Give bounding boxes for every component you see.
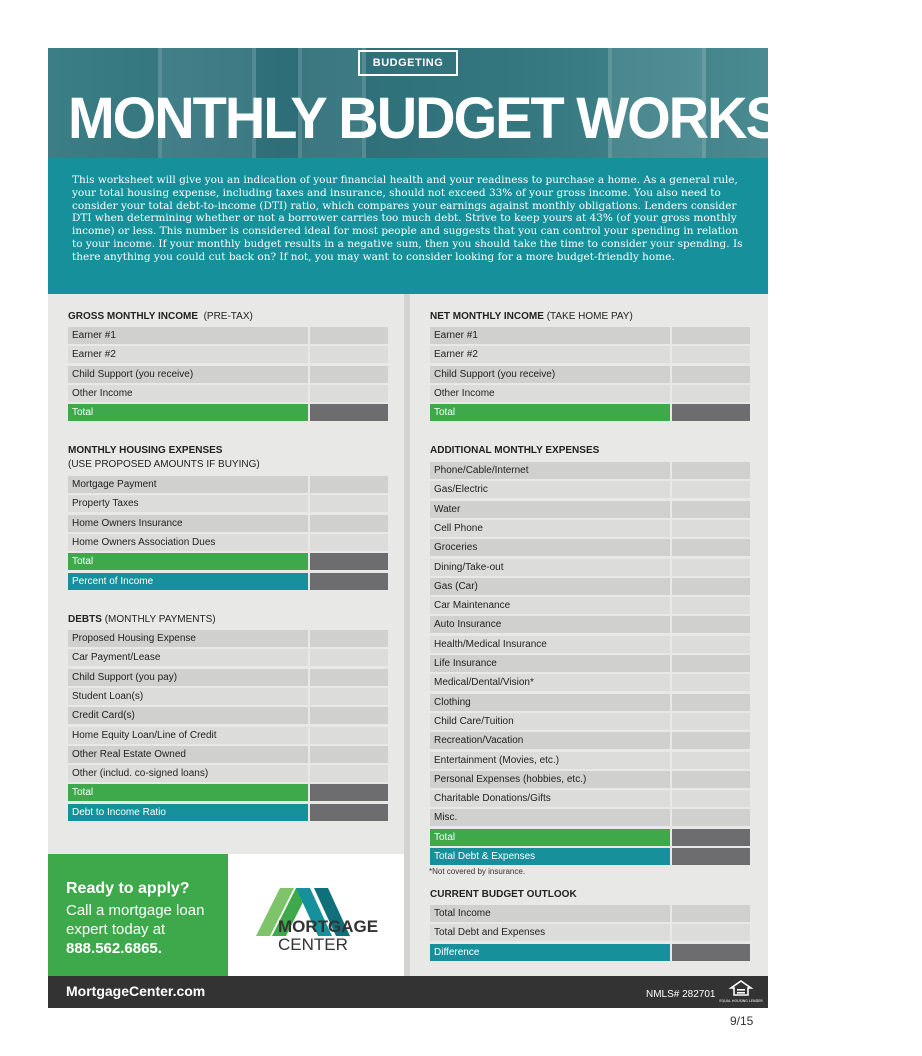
logo-word-center: CENTER [278,935,348,954]
amount-field[interactable] [310,366,388,383]
row-label: Earner #2 [430,346,670,363]
amount-field[interactable] [672,732,750,749]
net-income-subtitle: (TAKE HOME PAY) [546,311,633,322]
amount-field[interactable] [310,649,388,666]
row-label: Proposed Housing Expense [68,630,308,647]
amount-field[interactable] [310,404,388,421]
amount-field[interactable] [310,746,388,763]
amount-field[interactable] [672,481,750,498]
table-row [430,559,750,576]
row-label: Medical/Dental/Vision* [430,674,670,691]
amount-field[interactable] [672,848,750,865]
table-row [430,752,750,769]
row-label: Earner #1 [68,327,308,344]
debts-section [68,613,216,627]
total-row [68,784,388,801]
amount-field[interactable] [310,553,388,570]
row-label: Total [68,553,308,570]
row-label: Clothing [430,694,670,711]
row-label: Total [68,784,308,801]
table-row [430,539,750,556]
amount-field[interactable] [672,462,750,479]
table-row [430,501,750,518]
debts-subtitle: (MONTHLY PAYMENTS) [104,614,216,625]
intro-text: This worksheet will give you an indication of your financial health and your readiness to purchase a home. As a general rule, your total housing expense, including taxes and insurance, should not exceed 33% of your gross income. You also need to consider your total debt-to-income (DTI) ratio, which compares your earnings against monthly obligations. Lenders consider DTI when determining whether or not a borrower carries too much debt. Strive to keep yours at 43% (of your gross monthly income) or less. This number is considered ideal for most people and suggests that you can control your spending in relation to your income. If your monthly budget results in a negative sum, then you should take the time to consider your spending. Is there anything you could cut back on? If not, you may want to consider looking for a more budget-friendly home. [72,174,743,263]
net-income-title: NET MONTHLY INCOME [430,311,544,322]
row-label: Recreation/Vacation [430,732,670,749]
table-row [430,924,750,941]
table-row [430,713,750,730]
gross-income-subtitle: (PRE-TAX) [203,311,253,322]
table-row [68,727,388,744]
gross-income-title: GROSS MONTHLY INCOME [68,311,199,322]
row-label: Total [430,829,670,846]
phone-number[interactable]: 888.562.6865. [66,940,162,957]
row-label: Other Real Estate Owned [68,746,308,763]
page-number: 9/15 [730,1014,754,1028]
amount-field[interactable] [672,346,750,363]
worksheet-page [48,48,922,1008]
amount-field[interactable] [672,616,750,633]
amount-field[interactable] [310,495,388,512]
amount-field[interactable] [672,790,750,807]
row-label: Personal Expenses (hobbies, etc.) [430,771,670,788]
amount-field[interactable] [310,573,388,590]
table-row [68,688,388,705]
amount-field[interactable] [672,539,750,556]
amount-field[interactable] [310,327,388,344]
insurance-footnote: *Not covered by insurance. [429,867,526,876]
amount-field[interactable] [310,630,388,647]
total-row [430,829,750,846]
row-label: Property Taxes [68,495,308,512]
amount-field[interactable] [672,327,750,344]
logo-panel [228,854,404,976]
row-label: Life Insurance [430,655,670,672]
row-label: Misc. [430,809,670,826]
row-label: Other Income [430,385,670,402]
section-title [430,310,633,324]
table-row [430,771,750,788]
row-label: Earner #1 [430,327,670,344]
section-title [68,310,253,324]
table-row [430,346,750,363]
amount-field[interactable] [310,804,388,821]
net-income-section [430,310,633,324]
amount-field[interactable] [310,688,388,705]
row-label: Cell Phone [430,520,670,537]
table-row [430,616,750,633]
amount-field[interactable] [672,809,750,826]
row-label: Home Owners Association Dues [68,534,308,551]
row-label: Child Care/Tuition [430,713,670,730]
housing-subtitle: (USE PROPOSED AMOUNTS IF BUYING) [68,459,260,470]
table-row [430,385,750,402]
gross-income-section [68,310,253,324]
row-label: Total Debt and Expenses [430,924,670,941]
logo-word-mortgage: MORTGAGE [278,917,379,936]
website-link[interactable]: MortgageCenter.com [66,983,206,999]
amount-field[interactable] [672,771,750,788]
row-label: Earner #2 [68,346,308,363]
row-label: Total Income [430,905,670,922]
table-row [430,520,750,537]
table-row [68,366,388,383]
row-label: Gas (Car) [430,578,670,595]
cta-body: Call a mortgage loan expert today at [66,902,205,938]
row-label: Mortgage Payment [68,476,308,493]
table-row [68,385,388,402]
nmls-number: NMLS# 282701 [646,989,716,1000]
page-title: MONTHLY BUDGET WORKSHEET [68,84,922,151]
table-row [68,476,388,493]
amount-field[interactable] [310,669,388,686]
header-banner [48,48,922,158]
table-row [68,495,388,512]
table-row [68,746,388,763]
row-label: Car Payment/Lease [68,649,308,666]
table-row [430,366,750,383]
row-label: Phone/Cable/Internet [430,462,670,479]
row-label: Percent of Income [68,573,308,590]
table-row [430,462,750,479]
row-label: Total [430,404,670,421]
amount-field[interactable] [672,597,750,614]
row-label: Child Support (you pay) [68,669,308,686]
amount-field[interactable] [672,924,750,941]
total-row [68,404,388,421]
amount-field[interactable] [672,578,750,595]
row-label: Student Loan(s) [68,688,308,705]
dti-row [68,804,388,821]
difference-row [430,944,750,961]
row-label: Health/Medical Insurance [430,636,670,653]
row-label: Other Income [68,385,308,402]
apply-callout [48,854,228,976]
amount-field[interactable] [672,944,750,961]
amount-field[interactable] [672,520,750,537]
amount-field[interactable] [672,655,750,672]
amount-field[interactable] [672,829,750,846]
amount-field[interactable] [672,385,750,402]
table-row [68,515,388,532]
section-title [68,613,216,627]
table-row [430,694,750,711]
percent-row [68,573,388,590]
amount-field[interactable] [672,674,750,691]
amount-field[interactable] [672,559,750,576]
intro-panel [48,158,768,294]
amount-field[interactable] [672,636,750,653]
cta-text [66,901,226,958]
footer-bar [48,976,768,1008]
table-row [68,765,388,782]
table-row [430,578,750,595]
table-row [430,481,750,498]
row-label: Child Support (you receive) [430,366,670,383]
table-row [430,636,750,653]
table-row [68,669,388,686]
cta-heading: Ready to apply? [66,880,190,897]
table-row [68,534,388,551]
housing-section [68,444,260,472]
row-label: Child Support (you receive) [68,366,308,383]
amount-field[interactable] [310,784,388,801]
table-row [430,327,750,344]
row-label: Other (includ. co-signed loans) [68,765,308,782]
table-row [430,809,750,826]
additional-section [430,444,599,458]
additional-title: ADDITIONAL MONTHLY EXPENSES [430,445,600,456]
amount-field[interactable] [310,515,388,532]
amount-field[interactable] [310,727,388,744]
table-row [430,674,750,691]
amount-field[interactable] [310,385,388,402]
row-label: Water [430,501,670,518]
row-label: Auto Insurance [430,616,670,633]
amount-field[interactable] [672,713,750,730]
total-row [68,553,388,570]
equal-housing-text: EQUAL HOUSING LENDER [719,999,763,1003]
table-row [430,905,750,922]
outlook-title: CURRENT BUDGET OUTLOOK [430,889,577,900]
housing-title: MONTHLY HOUSING EXPENSES [68,445,223,456]
amount-field[interactable] [310,346,388,363]
equal-housing-icon [719,980,763,1004]
mortgage-center-logo [228,854,404,976]
amount-field[interactable] [310,476,388,493]
table-row [430,597,750,614]
row-label: Credit Card(s) [68,707,308,724]
amount-field[interactable] [310,707,388,724]
row-label: Home Equity Loan/Line of Credit [68,727,308,744]
row-label: Total [68,404,308,421]
table-row [68,630,388,647]
row-label: Entertainment (Movies, etc.) [430,752,670,769]
amount-field[interactable] [672,404,750,421]
table-row [68,707,388,724]
total-row [430,404,750,421]
table-row [68,346,388,363]
table-row [68,327,388,344]
amount-field[interactable] [672,694,750,711]
row-label: Groceries [430,539,670,556]
row-label: Debt to Income Ratio [68,804,308,821]
table-row [68,649,388,666]
amount-field[interactable] [672,905,750,922]
amount-field[interactable] [672,501,750,518]
row-label: Total Debt & Expenses [430,848,670,865]
table-row [430,790,750,807]
table-row [430,732,750,749]
row-label: Difference [430,944,670,961]
row-label: Gas/Electric [430,481,670,498]
amount-field[interactable] [310,534,388,551]
table-row [430,655,750,672]
row-label: Car Maintenance [430,597,670,614]
total-debt-row [430,848,750,865]
outlook-section [430,888,577,902]
amount-field[interactable] [672,752,750,769]
row-label: Dining/Take-out [430,559,670,576]
row-label: Home Owners Insurance [68,515,308,532]
amount-field[interactable] [310,765,388,782]
row-label: Charitable Donations/Gifts [430,790,670,807]
amount-field[interactable] [672,366,750,383]
debts-title: DEBTS [68,614,102,625]
category-tag: BUDGETING [358,50,458,76]
